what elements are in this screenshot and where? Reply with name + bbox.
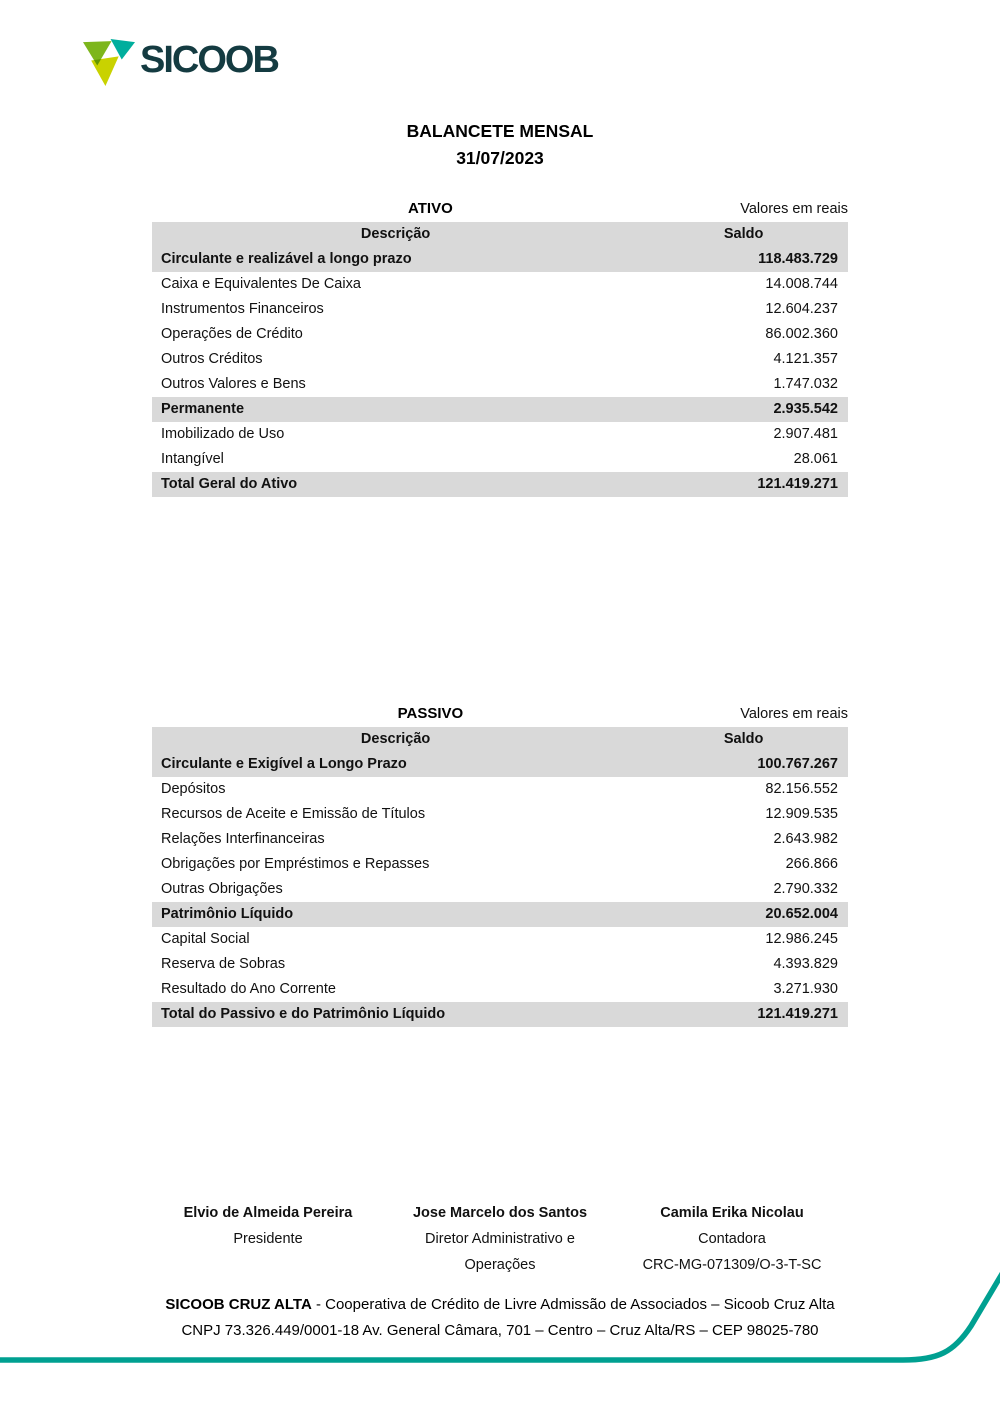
section-title-passivo: PASSIVO (397, 705, 464, 722)
signer-role: Presidente (233, 1231, 303, 1247)
signer-name: Camila Erika Nicolau (660, 1205, 804, 1221)
row-label: Instrumentos Financeiros (161, 301, 324, 317)
table-row (152, 247, 848, 272)
row-value: 121.419.271 (757, 476, 838, 492)
table-row (152, 752, 848, 777)
row-label: Imobilizado de Uso (161, 426, 285, 442)
row-value: 266.866 (785, 856, 838, 872)
row-label: Obrigações por Empréstimos e Repasses (161, 856, 430, 872)
row-label: Recursos de Aceite e Emissão de Títulos (161, 806, 426, 822)
col-header-saldo: Saldo (723, 731, 764, 747)
ativo-table (152, 195, 848, 497)
table-row (152, 322, 848, 347)
signature-director (384, 1200, 616, 1278)
table-row (152, 347, 848, 372)
title-date: 31/07/2023 (456, 148, 544, 168)
table-row (152, 372, 848, 397)
table-row (152, 827, 848, 852)
document-title (0, 118, 1000, 172)
column-header-row (152, 727, 848, 752)
row-label: Reserva de Sobras (161, 956, 286, 972)
signature-accountant (616, 1200, 848, 1278)
row-value: 121.419.271 (757, 1006, 838, 1022)
row-value: 2.907.481 (773, 426, 838, 442)
table-row (152, 977, 848, 1002)
signer-crc: CRC-MG-071309/O-3-T-SC (642, 1257, 822, 1273)
unit-label: Valores em reais (740, 200, 848, 217)
row-label: Outros Créditos (161, 351, 263, 367)
org-name: SICOOB CRUZ ALTA (165, 1296, 312, 1313)
signer-name: Elvio de Almeida Pereira (183, 1205, 353, 1221)
row-label: Total Geral do Ativo (161, 476, 298, 492)
row-value: 4.121.357 (773, 351, 838, 367)
table-row (152, 902, 848, 927)
ativo-table-header (152, 195, 848, 222)
col-header-saldo: Saldo (723, 226, 764, 242)
row-label: Depósitos (161, 781, 226, 797)
row-value: 12.986.245 (765, 931, 838, 947)
signer-name: Jose Marcelo dos Santos (412, 1205, 588, 1221)
row-value: 100.767.267 (757, 756, 838, 772)
table-row (152, 852, 848, 877)
table-row (152, 422, 848, 447)
row-value: 82.156.552 (765, 781, 838, 797)
row-value: 14.008.744 (765, 276, 838, 292)
row-value: 2.935.542 (773, 401, 838, 417)
signature-president (152, 1200, 384, 1278)
row-label: Patrimônio Líquido (161, 906, 294, 922)
table-row (152, 952, 848, 977)
row-value: 4.393.829 (773, 956, 838, 972)
row-value: 118.483.729 (758, 251, 838, 267)
footer-line-1 (0, 1292, 1000, 1318)
row-label: Intangível (161, 451, 224, 467)
signer-role: Diretor Administrativo e (425, 1231, 575, 1247)
document-footer (0, 1292, 1000, 1344)
row-label: Resultado do Ano Corrente (161, 981, 336, 997)
row-label: Outros Valores e Bens (161, 376, 306, 392)
row-label: Relações Interfinanceiras (161, 831, 325, 847)
row-label: Operações de Crédito (161, 326, 303, 342)
title-line: BALANCETE MENSAL (406, 121, 594, 141)
table-row-total (152, 472, 848, 497)
brand-name: SICOOB (140, 39, 278, 81)
row-value: 2.643.982 (773, 831, 838, 847)
table-row (152, 927, 848, 952)
signer-role: Contadora (698, 1231, 766, 1247)
col-header-descricao: Descrição (360, 226, 431, 242)
row-value: 2.790.332 (773, 881, 838, 897)
table-row (152, 272, 848, 297)
row-label: Permanente (161, 401, 245, 417)
table-row (152, 297, 848, 322)
row-label: Outras Obrigações (161, 881, 283, 897)
row-value: 3.271.930 (773, 981, 838, 997)
table-row (152, 447, 848, 472)
row-value: 20.652.004 (765, 906, 838, 922)
row-label: Caixa e Equivalentes De Caixa (161, 276, 361, 292)
org-description: - Cooperativa de Crédito de Livre Admissão de Associados – Sicoob Cruz Alta (311, 1296, 835, 1313)
table-row-total (152, 1002, 848, 1027)
row-value: 1.747.032 (773, 376, 838, 392)
signature-block (152, 1200, 848, 1278)
table-row (152, 777, 848, 802)
row-value: 86.002.360 (765, 326, 838, 342)
sicoob-logo (83, 37, 278, 86)
table-row (152, 397, 848, 422)
row-value: 12.604.237 (765, 301, 838, 317)
passivo-table (152, 700, 848, 1027)
row-label: Circulante e Exigível a Longo Prazo (161, 756, 407, 772)
unit-label: Valores em reais (740, 705, 848, 722)
row-label: Circulante e realizável a longo prazo (161, 251, 412, 267)
signer-role-2: Operações (464, 1257, 536, 1273)
row-value: 12.909.535 (765, 806, 838, 822)
table-row (152, 877, 848, 902)
row-label: Total do Passivo e do Patrimônio Líquido (161, 1006, 446, 1022)
sicoob-logo-icon (83, 39, 135, 86)
column-header-row (152, 222, 848, 247)
row-value: 28.061 (793, 451, 838, 467)
footer-line-2: CNPJ 73.326.449/0001-18 Av. General Câmara, 701 – Centro – Cruz Alta/RS – CEP 98025-780 (181, 1322, 819, 1339)
section-title-ativo: ATIVO (408, 200, 453, 217)
passivo-table-header (152, 700, 848, 727)
row-label: Capital Social (161, 931, 250, 947)
table-row (152, 802, 848, 827)
col-header-descricao: Descrição (360, 731, 431, 747)
